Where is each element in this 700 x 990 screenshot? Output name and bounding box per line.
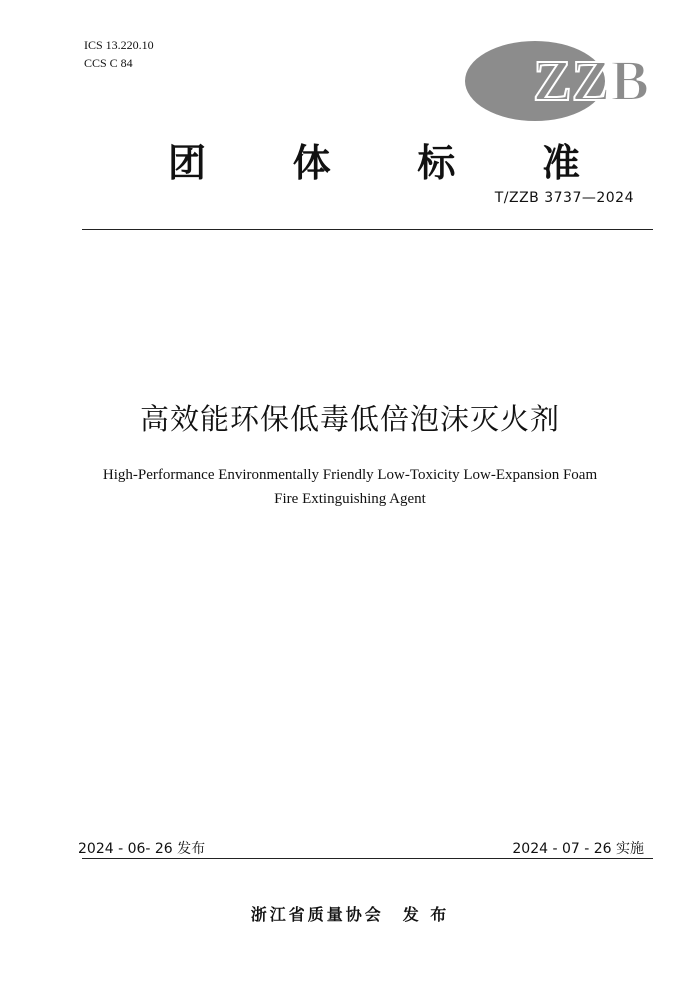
title-english-line: Fire Extinguishing Agent xyxy=(274,491,426,507)
title-english-line: High-Performance Environmentally Friendly Low-Toxicity Low-Expansion Foam xyxy=(102,467,598,483)
zzb-logo xyxy=(465,40,660,122)
title-chinese: 高效能环保低毒低倍泡沫灭火剂 xyxy=(139,402,560,436)
classification-codes xyxy=(84,36,154,72)
ccs-code: CCS C 84 xyxy=(84,56,133,70)
logo-text: ZZB xyxy=(533,48,650,113)
doc-type-char: 准 xyxy=(541,141,580,185)
footer-divider xyxy=(82,858,653,859)
title-english xyxy=(60,463,640,511)
implementation-date: 2024 - 07 - 26 实施 xyxy=(512,841,644,857)
doc-type-char: 标 xyxy=(417,141,456,185)
publisher: 浙江省质量协会 发 布 xyxy=(250,905,450,924)
document-type-heading xyxy=(168,138,580,188)
standard-number: T/ZZB 3737—2024 xyxy=(494,190,634,206)
doc-type-char: 体 xyxy=(292,141,331,185)
ics-code: ICS 13.220.10 xyxy=(84,38,154,52)
header-divider xyxy=(82,229,653,230)
doc-type-char: 团 xyxy=(168,141,207,185)
publish-date: 2024 - 06- 26 发布 xyxy=(78,841,206,857)
